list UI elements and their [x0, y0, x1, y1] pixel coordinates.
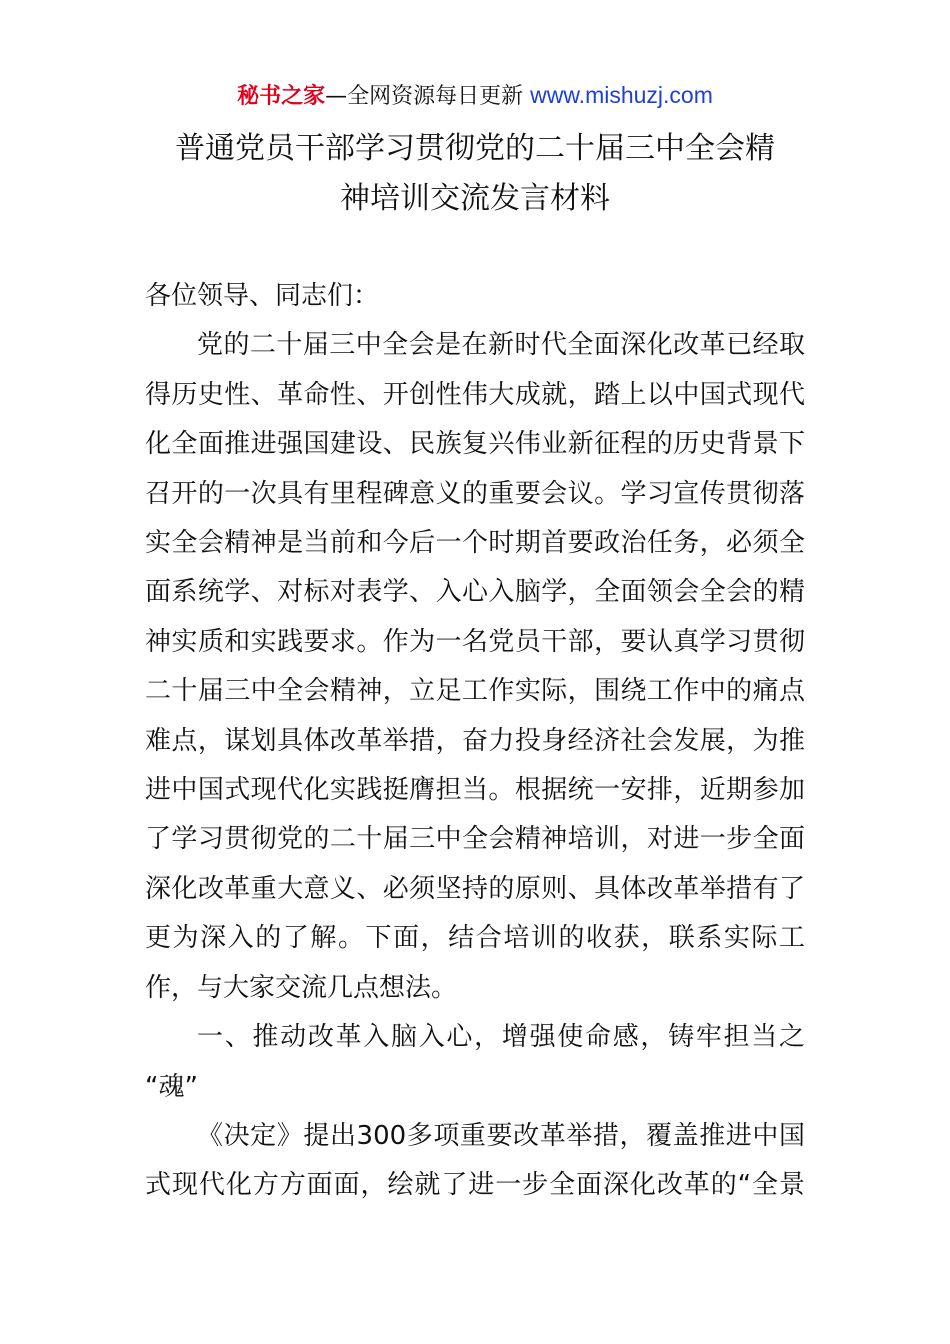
site-header	[0, 80, 950, 112]
text-line: 深化改革重大意义、必须坚持的原则、具体改革举措有了	[145, 873, 805, 904]
title-line: 神培训交流发言材料	[340, 181, 610, 216]
text-line: 作，与大家交流几点想法。	[145, 972, 458, 1003]
section-heading-1	[145, 1013, 805, 1112]
heading-line: 一、推动改革入脑入心，增强使命感，铸牢担当之	[197, 1022, 805, 1053]
paragraph-intro	[145, 321, 805, 1013]
text-line: 了学习贯彻党的二十届三中全会精神培训，对进一步全面	[145, 824, 805, 855]
text-line: 实全会精神是当前和今后一个时期首要政治任务，必须全	[145, 528, 805, 559]
text-line: 二十届三中全会精神，立足工作实际，围绕工作中的痛点	[145, 676, 805, 707]
text-line: 难点，谋划具体改革举措，奋力投身经济社会发展，为推	[145, 725, 805, 756]
document-title	[145, 124, 805, 224]
document-body	[145, 272, 805, 1211]
text-line: 召开的一次具有里程碑意义的重要会议。学习宣传贯彻落	[145, 478, 805, 509]
text-line: 式现代化方方面面，绘就了进一步全面深化改革的“全景	[145, 1170, 805, 1201]
text-line: 得历史性、革命性、开创性伟大成就，踏上以中国式现代	[145, 379, 805, 410]
title-line: 普通党员干部学习贯彻党的二十届三中全会精	[175, 131, 775, 166]
paragraph-decision	[145, 1112, 805, 1211]
text-line: 《决定》提出300多项重要改革举措，覆盖推进中国	[197, 1120, 805, 1151]
site-url[interactable]: www.mishuzj.com	[530, 82, 713, 108]
text-line: 党的二十届三中全会是在新时代全面深化改革已经取	[197, 330, 805, 361]
brand-name: 秘书之家	[237, 84, 326, 109]
heading-line: “魂”	[145, 1071, 198, 1102]
text-line: 化全面推进强国建设、民族复兴伟业新征程的历史背景下	[145, 429, 805, 460]
text-line: 面系统学、对标对表学、入心入脑学，全面领会全会的精	[145, 577, 805, 608]
text-line: 进中国式现代化实践挺膺担当。根据统一安排，近期参加	[145, 775, 805, 806]
text-line: 更为深入的了解。下面，结合培训的收获，联系实际工	[145, 923, 805, 954]
header-tagline: —全网资源每日更新	[325, 84, 531, 109]
salutation: 各位领导、同志们：	[145, 281, 380, 311]
text-line: 神实质和实践要求。作为一名党员干部，要认真学习贯彻	[145, 626, 805, 657]
